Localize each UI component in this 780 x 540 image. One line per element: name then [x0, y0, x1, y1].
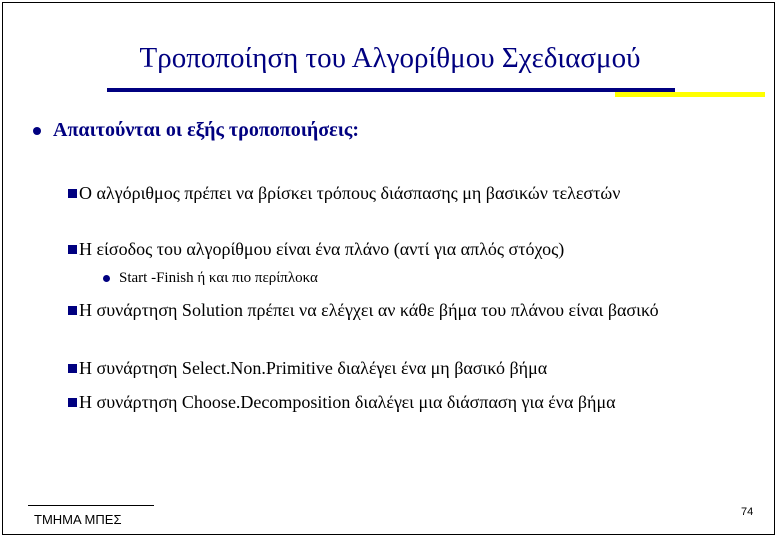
square-bullet-icon	[68, 245, 77, 254]
main-bullet	[33, 119, 359, 142]
sub-bullet-text: Η συνάρτηση Choose.Decomposition διαλέγει μια διάσπαση για ένα βήμα	[79, 392, 616, 412]
slide-title: Τροποποίηση του Αλγορίθμου Σχεδιασμού	[139, 42, 641, 74]
bullet-dot-icon	[103, 275, 110, 282]
square-bullet-icon	[68, 189, 77, 198]
sub-bullet-5	[79, 390, 709, 414]
slide-frame	[2, 2, 775, 535]
bullet-dot-icon	[33, 127, 41, 135]
sub-sub-bullet-text: Start -Finish ή και πιο περίπλοκα	[119, 270, 318, 286]
sub-bullet-text: Η συνάρτηση Select.Non.Primitive διαλέγει ένα μη βασικό βήμα	[79, 358, 548, 378]
square-bullet-icon	[68, 364, 77, 373]
title-accent-bar	[615, 92, 765, 97]
footer-divider	[28, 505, 154, 506]
title-underline	[107, 88, 675, 92]
sub-bullet-2	[79, 237, 719, 261]
page-number: 74	[741, 506, 754, 518]
main-bullet-text: Απαιτούνται οι εξής τροποποιήσεις:	[53, 119, 360, 141]
square-bullet-icon	[68, 306, 77, 315]
sub-bullet-1	[79, 181, 679, 205]
sub-bullet-text: Η συνάρτηση Solution πρέπει να ελέγχει αν κάθε βήμα του πλάνου είναι βασικό	[79, 300, 659, 320]
square-bullet-icon	[68, 398, 77, 407]
footer-label: ΤΜΗΜΑ ΜΠΕΣ	[34, 512, 122, 527]
sub-sub-bullet	[103, 270, 318, 287]
sub-bullet-3	[79, 298, 694, 322]
sub-bullet-text: Η είσοδος του αλγορίθμου είναι ένα πλάνο (αντί για απλός στόχος)	[79, 239, 565, 259]
sub-bullet-4	[79, 356, 719, 380]
sub-bullet-text: Ο αλγόριθμος πρέπει να βρίσκει τρόπους διάσπασης μη βασικών τελεστών	[79, 183, 621, 203]
